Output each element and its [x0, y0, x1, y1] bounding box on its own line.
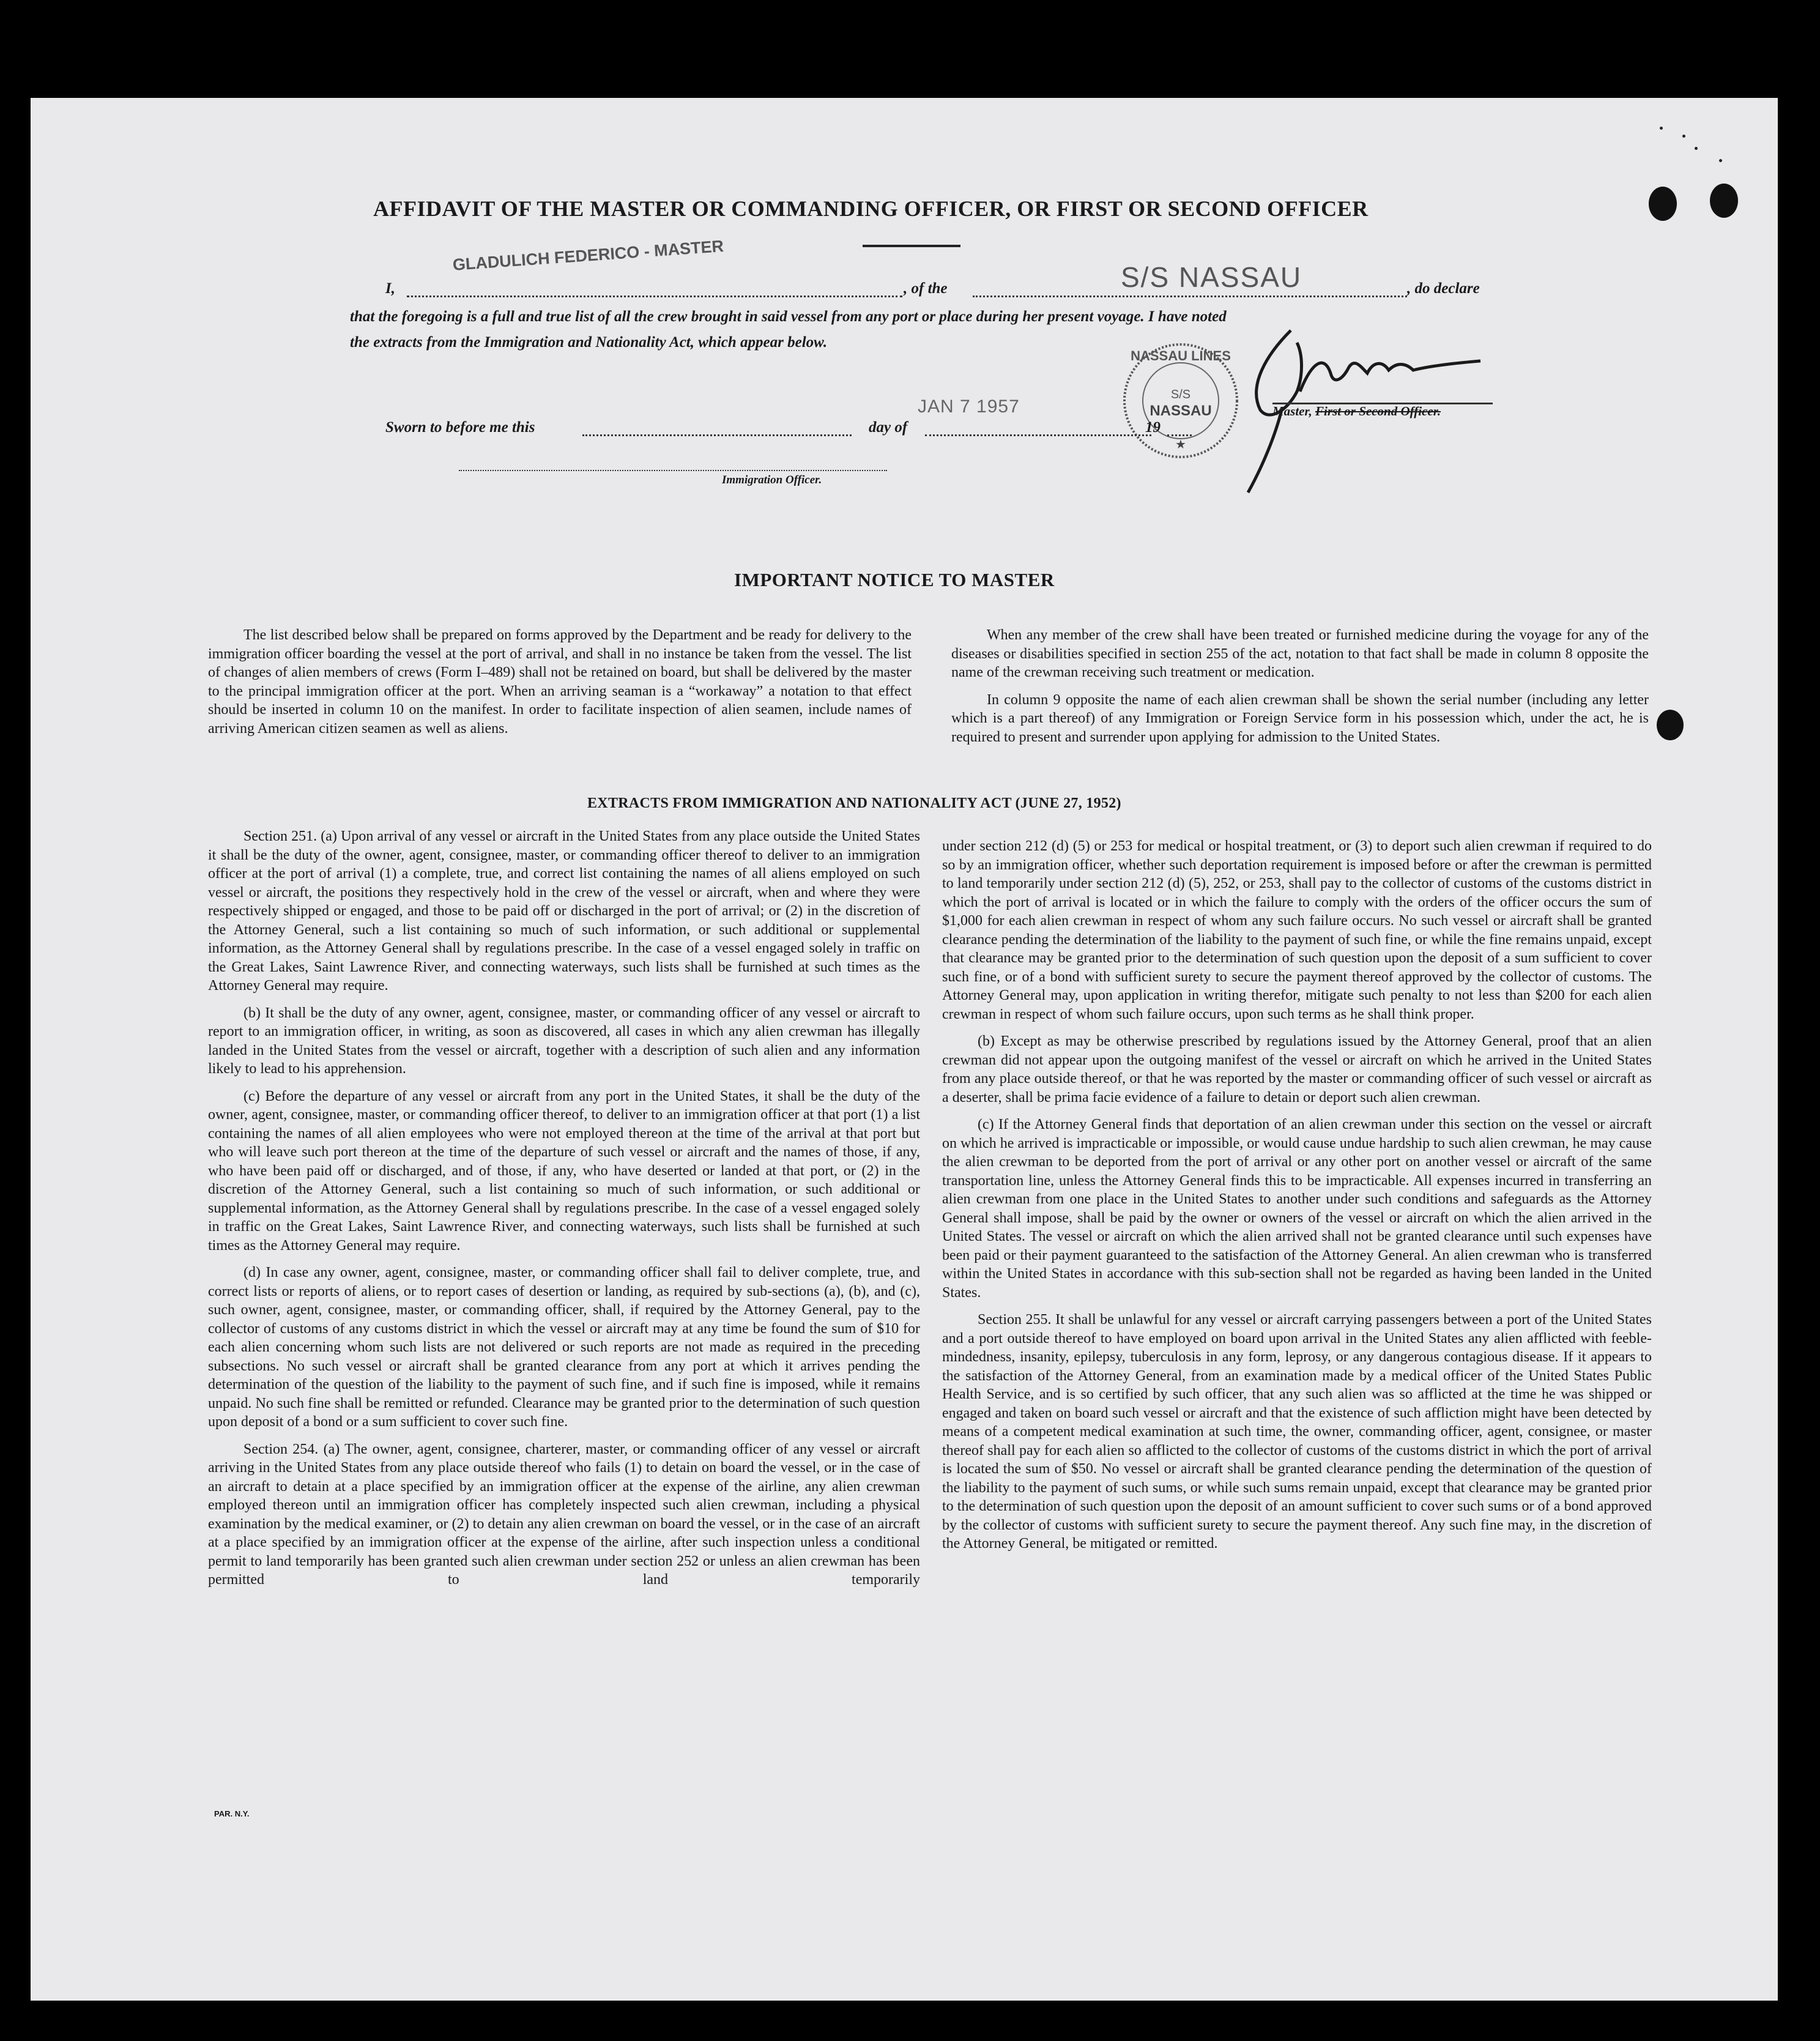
- year-prefix: 19: [1145, 419, 1161, 436]
- extracts-left-column: [208, 827, 920, 1589]
- extracts-right-column: [942, 837, 1652, 1553]
- vessel-name-line: [973, 296, 1407, 297]
- section-255: Section 255. It shall be unlawful for any vessel or aircraft carrying passengers between a port of the United States and a port outside thereof to have employed on board upon arrival in the United States any alien afflicted with feeble-mindedness, insanity, epilepsy, tuberculosis in any form, leprosy, or any dangerous contagious disease. If it appears to the satisfaction of the Attorney General, from an examination made by a medical officer of the United States Public Health Service, and is so certified by such officer, that any such alien was so afflicted at the time he was shipped or engaged and taken on board such vessel or aircraft and that the existence of such affliction might have been detected by means of a competent medical examination at such time, the owner, commanding officer, agent, consignee, or master thereof shall pay for each alien so afflicted to the collector of customs of the customs district in which the port of arrival is located the sum of $50. No vessel or aircraft shall be granted clearance pending the determination of the question of the liability to the payment of such sums, or while such sums remain unpaid, except that clearance may be granted prior to the determination of such question upon the deposit of an amount sufficient to cover such sums or of a bond approved by the collector of customs with sufficient surety to secure the payment thereof. Any such fine may, in the discretion of the Attorney General, be mitigated or remitted.: [942, 1312, 1652, 1552]
- speck: [1719, 159, 1722, 162]
- svg-text:★: ★: [1175, 438, 1186, 452]
- sworn-month-line: [925, 434, 1151, 436]
- label-do-declare: , do declare: [1407, 280, 1480, 297]
- affidavit-title: AFFIDAVIT OF THE MASTER OR COMMANDING OFFICER, OR FIRST OR SECOND OFFICER: [373, 196, 1369, 221]
- master-label-group: [1272, 404, 1441, 419]
- notice-left-column: [208, 626, 912, 738]
- notice-heading: IMPORTANT NOTICE TO MASTER: [734, 569, 1055, 590]
- extracts-heading: EXTRACTS FROM IMMIGRATION AND NATIONALITY ACT (JUNE 27, 1952): [587, 795, 1121, 811]
- immigration-officer-line: [459, 470, 887, 471]
- sworn-day-line: [582, 434, 852, 436]
- section-251-c: (c) Before the departure of any vessel or aircraft from any port in the United States, it shall be the duty of the owner, agent, consignee, master, or commanding officer thereof, to deliver to an immigration officer at that port (1) a list containing the names of all alien employees who were not employed thereon at the time of the arrival at that port but who will leave such port thereon at the time of the departure of such vessel or aircraft and the names of those, if any, who have been paid off or discharged, and of those, if any, who have deserted or landed at that port, or (2) in the discretion of the Attorney General, such a list containing so much of such information, or such additional or supplemental information, as the Attorney General shall by regulations prescribe. In the case of a vessel engaged solely in traffic on the Great Lakes, Saint Lawrence River, and connecting waterways, such lists shall be furnished at such times as the Attorney General may require.: [208, 1088, 920, 1254]
- title-divider: [863, 245, 960, 247]
- section-254-a: Section 254. (a) The owner, agent, consignee, charterer, master, or commanding officer of any vessel or aircraft arriving in the United States from any place outside thereof who fails (1) to detain on board the vessel, or in the case of an aircraft to detain at a place specified by an immigration officer at the expense of the airline, any alien crewman employed thereon until an immigration officer has completely inspected such alien crewman, including a physical examination by the medical examiner, or (2) to detain any alien crewman on board the vessel, or in the case of an aircraft at a place specified by an immigration officer at the expense of the airline, after such inspection unless a conditional permit to land temporarily has been granted such alien crewman under section 252 or unless an alien crewman has been permitted to land temporarily: [208, 1441, 920, 1588]
- sworn-label: Sworn to before me this: [385, 419, 535, 436]
- seal-ring-text: NASSAU LINES: [1131, 348, 1231, 363]
- notice-left-paragraph: The list described below shall be prepared on forms approved by the Department and be ready for delivery to the immigration officer boarding the vessel at the port of arrival, and shall in no instance be taken from the vessel. The list of changes of alien members of crews (Form I–489) shall not be retained on board, but shall be delivered by the master to the principal immigration officer at the port. When an arriving seaman is a “workaway” a notation to that effect should be inserted in column 10 on the manifest. In order to facilitate inspection of alien seamen, include names of arriving American citizen seamen as well as aliens.: [208, 627, 912, 737]
- struck-officer-label: First or Second Officer.: [1315, 404, 1441, 418]
- date-stamp: JAN 7 1957: [918, 396, 1020, 417]
- master-name-stamp: GLADULICH FEDERICO - MASTER: [451, 237, 724, 274]
- sworn-year-line: [1167, 434, 1192, 436]
- master-name-line: [407, 296, 902, 297]
- punch-hole: [1657, 710, 1684, 740]
- label-of-the: , of the: [904, 280, 948, 297]
- section-251-b: (b) It shall be the duty of any owner, agent, consignee, master, or commanding officer of any vessel or aircraft to report to an immigration officer, in writing, as soon as discovered, all cases in which any alien crewman has illegally landed in the United States from the vessel or aircraft, together with a description of such alien and any information likely to lead to his apprehension.: [208, 1005, 920, 1077]
- notice-right-paragraph-2: In column 9 opposite the name of each alien crewman shall be shown the serial number (including any letter which is a part thereof) of any Immigration or Foreign Service form in his possession which, under the act, he is required to present and surrender upon applying for admission to the United States.: [951, 691, 1649, 745]
- label-i: I,: [385, 280, 395, 297]
- section-254-b: (b) Except as may be otherwise prescribed by regulations issued by the Attorney General, proof that an alien crewman did not appear upon the outgoing manifest of the vessel or aircraft on which he arrived in the United States from any place outside thereof, or that he was reported by the master or commanding officer of such vessel or aircraft as a deserter, shall be prima facie evidence of a failure to detain or deport such alien crewman.: [942, 1033, 1652, 1106]
- punch-hole: [1649, 187, 1677, 221]
- seal-center-bottom: NASSAU: [1150, 403, 1212, 419]
- declaration-line-1: that the foregoing is a full and true list of all the crew brought in said vessel from any port or place during her present voyage. I have noted: [350, 308, 1227, 325]
- notice-right-paragraph-1: When any member of the crew shall have been treated or furnished medicine during the voyage for any of the diseases or disabilities specified in section 255 of the act, notation to that fact shall be made in column 8 opposite the name of the crewman receiving such treatment or medication.: [951, 627, 1649, 680]
- notice-right-column: [951, 626, 1649, 746]
- section-254-c: (c) If the Attorney General finds that deportation of an alien crewman under this section on the vessel or aircraft on which he arrived is impracticable or impossible, or would cause undue hardship to such alien crewman, he may cause the alien crewman to be deported from the port of arrival or any other port on another vessel or aircraft of the same transportation line, unless the Attorney General finds this to be impracticable. All expenses incurred in transferring an alien crewman from one place in the United States to another under such conditions and safeguards as the Attorney General shall impose, shall be paid by the owner or owners of the vessel or aircraft on which the alien arrived in the United States. The vessel or aircraft on which the alien arrived shall not be granted clearance until such expenses have been paid or their payment guaranteed to the satisfaction of the Attorney General. An alien crewman who is transferred within the United States in accordance with this sub-section shall not be regarded as having been landed in the United States.: [942, 1117, 1652, 1301]
- printer-mark: PAR. N.Y.: [214, 1809, 250, 1818]
- section-254-a-continued: under section 212 (d) (5) or 253 for medical or hospital treatment, or (3) to deport such alien crewman if required to do so by an immigration officer, whether such deportation requirement is imposed before or after the crewman is permitted to land temporarily under section 212 (d) (5), 252, or 253, shall pay to the collector of customs of the customs district in which the port of arrival is located or in which the failure to comply with the orders of the officer occurs the sum of $1,000 for each alien crewman in respect of whom any such failure occurs. No such vessel or aircraft shall be granted clearance pending the determination of the liability to the payment of such fine, or while the fine remains unpaid, except that clearance may be granted prior to the determination of such question upon the deposit of a sum sufficient to cover such fine, or of a bond with sufficient surety to secure the payment thereof approved by the collector of customs. The Attorney General may, upon application in writing therefor, mitigate such penalty to not less than $200 for each alien crewman in respect of whom such failure occurs, upon such terms as he shall think proper.: [942, 838, 1652, 1022]
- day-of-label: day of: [869, 419, 908, 436]
- punch-hole: [1710, 184, 1738, 218]
- immigration-officer-label: Immigration Officer.: [722, 474, 822, 486]
- speck: [1695, 147, 1698, 150]
- declaration-line-2: the extracts from the Immigration and Nationality Act, which appear below.: [350, 334, 828, 351]
- master-label: Master,: [1272, 404, 1312, 418]
- section-251-a: Section 251. (a) Upon arrival of any vessel or aircraft in the United States from any place outside the United States it shall be the duty of the owner, agent, consignee, master, or commanding officer thereof to deliver to an immigration officer at the port of arrival (1) a complete, true, and correct list containing the names of all aliens employed on such vessel or aircraft, the positions they respectively hold in the crew of the vessel or aircraft, when and where they were respectively shipped or engaged, and those to be paid off or discharged in the port of arrival; or (2) in the discretion of the Attorney General, such a list containing so much of such information, or such additional or supplemental information, as the Attorney General shall by regulations prescribe. In the case of a vessel engaged solely in traffic on the Great Lakes, Saint Lawrence River, and connecting waterways, such lists shall be furnished at such times as the Attorney General may require.: [208, 828, 920, 994]
- section-251-d: (d) In case any owner, agent, consignee, master, or commanding officer shall fail to deliver complete, true, and correct lists or reports of aliens, or to report cases of desertion or landing, as required by sub-sections (a), (b), and (c), such owner, agent, consignee, master, or commanding officer, shall, if required by the Attorney General, pay to the collector of customs of any customs district in which the vessel or aircraft may at any time be found the sum of $10 for each alien concerning whom such lists are not delivered or such reports are not made as required in the preceding subsections. No such vessel or aircraft shall be granted clearance from any port at which it arrives pending the determination of the question of the liability to the payment of such fine, and if such fine is imposed, while it remains unpaid. No such fine shall be remitted or refunded. Clearance may be granted prior to the determination of such question upon deposit of a bond or a sum sufficient to cover such fine.: [208, 1265, 920, 1430]
- document-page: [31, 98, 1778, 2001]
- speck: [1660, 127, 1663, 130]
- speck: [1682, 135, 1685, 138]
- vessel-name-stamp: S/S NASSAU: [1121, 261, 1302, 293]
- seal-center-top: S/S: [1170, 388, 1191, 401]
